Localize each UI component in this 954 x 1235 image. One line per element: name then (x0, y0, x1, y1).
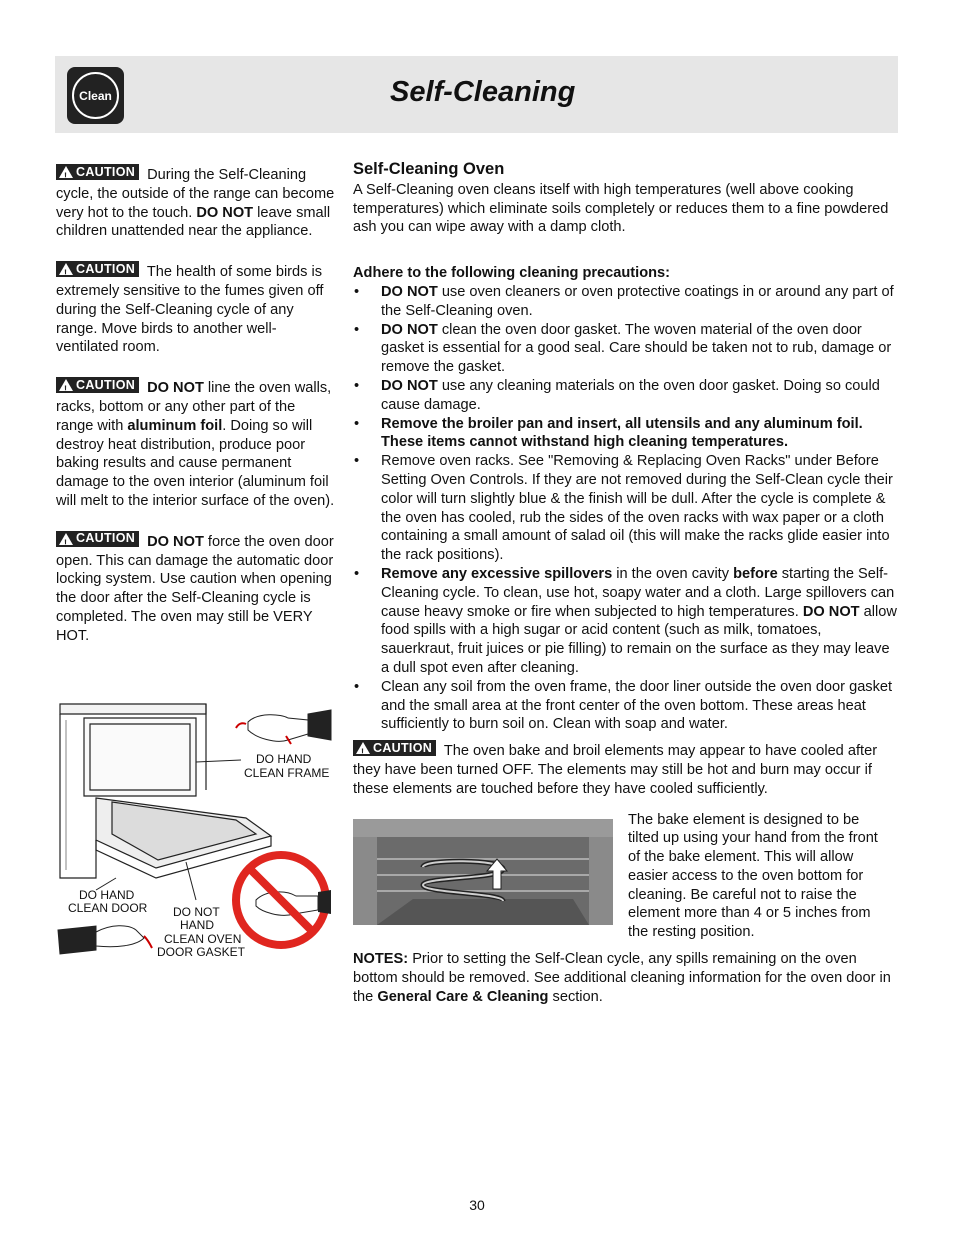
list-item: • Clean any soil from the oven frame, the door liner outside the oven door gasket and the small area at the front center of the oven bottom. These areas heat sufficiently to burn soil on. Clean with soap and water. (353, 678, 898, 734)
intro-paragraph: A Self-Cleaning oven cleans itself with high temperatures (well above cooking temperatures) which eliminate soils completely or reduces them to a fine powdered ash you can wipe away with a damp cloth. (353, 181, 889, 236)
caution-badge: ! CAUTION (56, 531, 139, 547)
label-gasket-line2: HAND (180, 918, 215, 932)
caution-force-door: ! CAUTION DO NOT force the oven door open. This can damage the automatic door locking system. Use caution when opening the door after the Self-Cleaning cycle is completed. The oven may still be VERY HOT. (56, 531, 336, 646)
list-item: • Remove any excessive spillovers in the oven cavity before starting the Self-Cleaning cycle. To clean, use hot, soapy water and a cloth. Large spillovers can cause heavy smoke or fire when subjected to high temperatures. DO NOT allow food spills with a high sugar or acid content (such as milk, tomatoes, sauerkraut, fruit juices or pie filling) to remain on the surface as they may leave a dull spot even after cleaning. (353, 565, 898, 678)
caution-aluminum-foil: ! CAUTION DO NOT line the oven walls, racks, bottom or any other part of the range with aluminum foil. Doing so will destroy heat distribution, produce poor baking results and cause permanent damage to the oven interior (aluminum foil will melt to the interior surface of the oven). (56, 377, 336, 511)
label-gasket-line3: CLEAN OVEN (164, 932, 242, 946)
left-column (56, 164, 336, 666)
list-item: • Remove the broiler pan and insert, all utensils and any aluminum foil. These items cannot withstand high cleaning temperatures. (353, 415, 898, 453)
warning-icon (59, 263, 73, 275)
prohibition-icon (236, 855, 331, 945)
section-title: Self-Cleaning Oven (353, 160, 505, 178)
label-door-line1: DO HAND (79, 888, 135, 902)
list-item: • DO NOT use any cleaning materials on the oven door gasket. Doing so could cause damage. (353, 377, 898, 415)
label-frame-line2: CLEAN FRAME (244, 766, 330, 780)
list-item: • DO NOT clean the oven door gasket. The woven material of the oven door gasket is essential for a good seal. Care should be taken not to rub, damage or remove the gasket. (353, 321, 898, 377)
hand-icon (58, 926, 152, 954)
warning-icon (356, 742, 370, 754)
caution-birds: ! CAUTION The health of some birds is extremely sensitive to the fumes given off during the Self-Cleaning cycle of any range. Move birds to another well-ventilated room. (56, 261, 336, 357)
page-number: 30 (469, 1197, 485, 1213)
page-header (55, 56, 898, 133)
bake-element-section (353, 811, 898, 943)
caution-hot-exterior: ! CAUTION During the Self-Cleaning cycle, the outside of the range can become very hot to the touch. DO NOT leave small children unattended near the appliance. (56, 164, 336, 241)
caution-badge: ! CAUTION (353, 740, 436, 756)
page-title: Self-Cleaning (390, 76, 576, 108)
bake-element-text: The bake element is designed to be tilted up using your hand from the front of the bake element. This will allow easier access to the oven bottom for cleaning. Be careful not to raise the element more than 4 or 5 inches from the resting position. (628, 811, 878, 941)
list-item: • DO NOT use oven cleaners or oven protective coatings in or around any part of the Self-Cleaning oven. (353, 283, 898, 321)
clean-icon-label: Clean (72, 72, 119, 119)
right-column (353, 160, 898, 1006)
bake-element-photo (353, 819, 613, 925)
label-door-line2: CLEAN DOOR (68, 901, 148, 915)
notes-paragraph: NOTES: Prior to setting the Self-Clean cycle, any spills remaining on the oven bottom should be removed. See additional cleaning information for the oven door in the General Care & Cleaning section. (353, 951, 891, 1005)
caution-badge: ! CAUTION (56, 377, 139, 393)
clean-icon (67, 67, 124, 124)
caution-badge: ! CAUTION (56, 164, 139, 180)
hand-icon (236, 710, 331, 744)
warning-icon (59, 379, 73, 391)
precautions-heading: Adhere to the following cleaning precautions: (353, 265, 671, 282)
caution-badge: ! CAUTION (56, 261, 139, 277)
oven-cleaning-figure (56, 700, 336, 962)
warning-icon (59, 166, 73, 178)
label-frame-line1: DO HAND (256, 752, 312, 766)
list-item: • Remove oven racks. See "Removing & Replacing Oven Racks" under Before Setting Oven Controls. If they are not removed during the Self-Clean cycle their color will turn slightly blue & the finish will be dull. After the cycle is complete & the oven has cooled, rub the sides of the oven racks with wax paper or a cloth containing a small amount of salad oil (this will make the racks glide easier into the rack positions). (353, 452, 898, 565)
label-gasket-line4: DOOR GASKET (157, 945, 246, 959)
oven-illustration (60, 704, 271, 878)
precautions-list (353, 283, 898, 734)
caution-elements-hot: ! CAUTION The oven bake and broil elements may appear to have cooled after they have been turned OFF. The elements may still be hot and burn may occur if these elements are touched before they have cooled sufficiently. (353, 740, 898, 798)
label-gasket-line1: DO NOT (173, 905, 220, 919)
warning-icon (59, 533, 73, 545)
